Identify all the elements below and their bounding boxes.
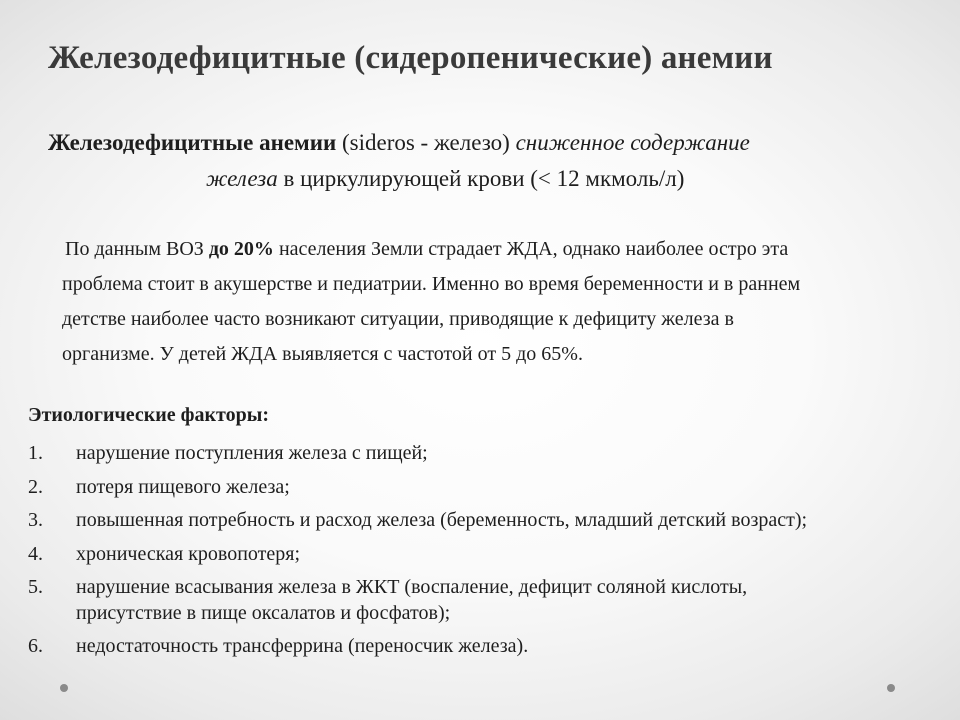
- who-highlight: до 20%: [208, 238, 274, 260]
- factor-number: 1.: [28, 442, 43, 464]
- definition-line-1: [48, 125, 918, 161]
- factor-text: потеря пищевого железа;: [76, 475, 290, 498]
- decorative-dot-right: [887, 684, 895, 692]
- definition-term: Железодефицитные анемии: [48, 130, 337, 155]
- who-paragraph: [62, 232, 932, 372]
- factor-item: [28, 437, 948, 471]
- slide-title: Железодефицитные (сидеропенические) анемии: [48, 40, 773, 76]
- who-line-1-rest: населения Земли страдает ЖДА, однако наиболее остро эта: [273, 238, 789, 260]
- factor-text: нарушение поступления железа с пищей;: [76, 442, 428, 464]
- factor-text: хроническая кровопотеря;: [76, 542, 301, 565]
- factors-heading: Этиологические факторы:: [28, 404, 269, 426]
- factor-text: недостаточность трансферрина (переносчик железа).: [76, 635, 529, 657]
- definition-rest: в циркулирующей крови (< 12 мкмоль/л): [277, 166, 685, 191]
- factor-list: [28, 437, 948, 664]
- factor-number: 5.: [28, 576, 43, 598]
- factor-number: 6.: [28, 635, 43, 657]
- definition-line-2: [48, 161, 918, 197]
- who-line-3: детстве наиболее часто возникают ситуации, приводящие к дефициту железа в: [62, 308, 734, 330]
- factor-item: [28, 630, 948, 664]
- definition-italic-1: сниженное содержание: [515, 130, 750, 155]
- factor-text-line-2: присутствие в пище оксалатов и фосфатов);: [76, 602, 451, 624]
- who-prefix: По данным ВОЗ: [65, 238, 209, 260]
- factor-number: 3.: [28, 509, 43, 531]
- definition-paragraph: [48, 125, 918, 197]
- factor-text-line-1: нарушение всасывания железа в ЖКТ (воспаление, дефицит соляной кислоты,: [76, 576, 748, 598]
- factor-item: [28, 504, 948, 538]
- factor-text: повышенная потребность и расход железа (беременность, младший детский возраст);: [76, 509, 808, 531]
- factor-number: 2.: [28, 475, 43, 498]
- factor-item: [28, 538, 948, 572]
- factor-item: [28, 471, 948, 505]
- factor-item: [28, 571, 948, 630]
- who-line-2: проблема стоит в акушерстве и педиатрии. Именно во время беременности и в раннем: [62, 273, 801, 295]
- who-line-1: [62, 232, 932, 267]
- definition-etymology: (sideros - железо): [336, 130, 516, 155]
- who-line-4: организме. У детей ЖДА выявляется с частотой от 5 до 65%.: [62, 343, 583, 365]
- factor-number: 4.: [28, 542, 43, 565]
- definition-italic-2: железа: [206, 166, 278, 191]
- decorative-dot-left: [60, 684, 68, 692]
- factor-text: [76, 571, 948, 630]
